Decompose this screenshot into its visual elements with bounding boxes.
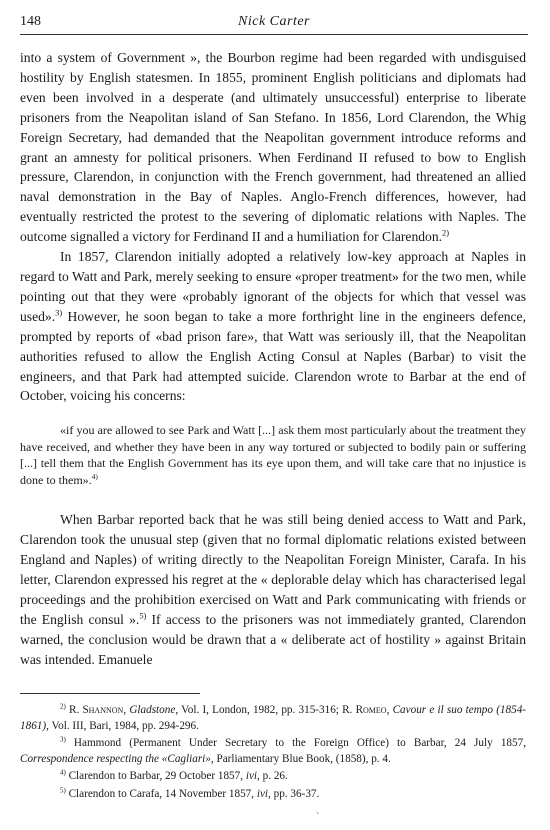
paragraph xyxy=(20,48,526,247)
paragraph-text: When Barbar reported back that he was still being denied access to Watt and Park, Clarendon took the unusual step (given that no formal diplomatic relations existed between England and Naples) of writing directly to the Neapolitan Foreign Minister, Carafa. In his letter, Clarendon expressed his regret at the « deplorable delay which has characterised legal proceedings and the prohibition exercised on Watt and Park communicating with friends or the English consul ». xyxy=(20,512,526,627)
footnote-ref: 3) xyxy=(55,307,63,318)
footnote-text: Gladstone xyxy=(129,704,176,716)
footnote-text: Clarendon to Carafa, 14 November 1857, xyxy=(65,787,257,800)
paragraph-text: into a system of Government », the Bourbon regime had been regarded with undisguised hostility by English statesmen. In 1855, prominent English politicians and diplomats had even been involved in a desperate (and ultimately unsuccessful) enterprise to liberate prisoners from the Neapolitan island of San Stefano. In 1856, Lord Clarendon, the Whig Foreign Secretary, had demanded that the Neapolitan government introduce reforms and grant an amnesty for political prisoners. When Ferdinand II refused to bow to English pressure, Clarendon, in conjunction with the French government, had threatened an allied naval demonstration in the Bay of Naples. Anglo-French differences, however, had eventually restricted the protest to the severing of diplomatic relations with Naples. The outcome signalled a victory for Ferdinand II and a humiliation for Clarendon. xyxy=(20,50,526,245)
footnote xyxy=(20,703,526,734)
paragraph-text: However, he soon began to take a more forthright line in the engineers defence, prompted by reports of «bad prison fare», that Watt was seriously ill, that the Neapolitan authorities refused to allow the English Acting Consul at Naples (Barbar) to visit the engineers, and that Park had attempted suicide. Clarendon wrote to Barbar at the end of October, voicing his concerns: xyxy=(20,308,526,404)
footnote-text: Romeo xyxy=(355,704,387,716)
footnote-marker: 4) xyxy=(60,768,66,777)
footnote-marker: 2) xyxy=(60,702,66,711)
footnote-text: Clarendon to Barbar, 29 October 1857, xyxy=(65,770,246,783)
page-mark: ` xyxy=(316,812,320,823)
paragraph xyxy=(20,247,526,406)
footnote-text: , p. 26. xyxy=(257,770,288,783)
paragraph xyxy=(20,510,526,669)
footnote xyxy=(20,769,526,785)
footnote-ref: 4) xyxy=(91,471,98,481)
footnote-text: , xyxy=(123,704,130,716)
paragraph-text: In 1857, Clarendon initially adopted a relatively low-key approach at Naples in regard to Watt and Park, merely seeking to ensure «proper treatment» for the two men, while pointing out that they were «probably ignorant of the objects for which that vessel was used». xyxy=(20,249,526,324)
footnote-text: Shannon xyxy=(82,704,124,716)
footnote-text: ivi xyxy=(256,787,269,800)
footnote-text: , xyxy=(386,704,393,716)
footnote-text: R. xyxy=(65,704,83,716)
footnote-ref: 5) xyxy=(139,610,147,621)
block-quote xyxy=(20,422,526,488)
footnote-ref: 2) xyxy=(442,227,450,238)
footnote-marker: 3) xyxy=(60,735,66,744)
footnote-separator xyxy=(20,693,200,694)
paragraph-text: If access to the prisoners was not immediately granted, Clarendon warned, the conclusion would be drawn that a « deliberate act of hostility » against Britain was intended. Emanuele xyxy=(20,611,527,667)
footnotes xyxy=(20,703,526,805)
quote-text: «if you are allowed to see Park and Watt [...] ask them most particularly about the treatment they have received, and whether they have been in any way tortured or subjected to bodily pain or suffering [...] tell them that the English Government has its eye upon them, and will take care that no injustice is done to them». xyxy=(20,423,526,487)
footnote-text: ivi xyxy=(245,770,258,783)
page-number: 148 xyxy=(20,14,41,29)
running-head: Nick Carter xyxy=(238,14,310,29)
footnote xyxy=(20,736,526,767)
footnote xyxy=(20,787,526,803)
footnote-text: , Vol. III, Bari, 1984, pp. 294-296. xyxy=(46,719,199,732)
footnote-text: Correspondence respecting the «Cagliari» xyxy=(20,752,211,765)
footnote-marker: 5) xyxy=(60,786,66,795)
page-header xyxy=(20,12,528,35)
footnote-text: Hammond (Permanent Under Secretary to the Foreign Office) to Barbar, 24 July 1857, xyxy=(65,737,526,750)
body-text xyxy=(20,48,526,670)
footnote-text: , Vol. I, London, 1982, pp. 315-316; R. xyxy=(175,704,356,716)
footnote-text: , Parliamentary Blue Book, (1858), p. 4. xyxy=(210,752,391,765)
footnote-text: , pp. 36-37. xyxy=(268,787,320,800)
footnote-text: Cavour e il suo tempo (1854-1861) xyxy=(20,704,527,732)
